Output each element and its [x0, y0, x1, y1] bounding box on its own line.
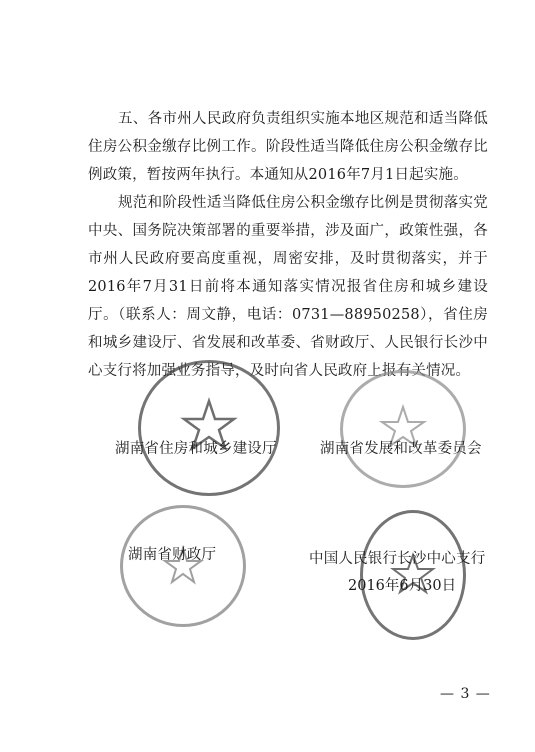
signatory-finance-department: 湖南省财政厅 — [128, 547, 217, 563]
paragraph-1: 五、各市州人民政府负责组织实施本地区规范和适当降低住房公积金缴存比例工作。阶段性适当降低住房公积金缴存比例政策，暂按两年执行。本通知从2016年7月1日起实施。 — [88, 110, 488, 183]
seal-housing-department — [138, 360, 280, 496]
signatory-housing-department: 湖南省住房和城乡建设厅 — [115, 441, 277, 457]
page-number: — 3 — — [440, 686, 491, 702]
signatory-development-reform-commission: 湖南省发展和改革委员会 — [320, 441, 482, 457]
star-icon — [343, 373, 463, 485]
seal-development-reform-commission — [340, 370, 466, 488]
seal-finance-department — [120, 505, 246, 627]
signatory-peoples-bank-changsha: 中国人民银行长沙中心支行 — [309, 551, 486, 567]
paragraph-2: 规范和阶段性适当降低住房公积金缴存比例是贯彻落实党中央、国务院决策部署的重要举措，涉及面广，政策性强，各市州人民政府要高度重视，周密安排，及时贯彻落实，并于2016年7月31日前将本通知落实情况报省住房和城乡建设厅。（联系人：周文静，电话：0731—88950258），省住房和城乡建设厅、省发展和改革委、省财政厅、人民银行长沙中心支行将加强业务指导，及时向省人民政府上报有关情况。 — [88, 194, 488, 379]
document-date: 2016年6月30日 — [348, 578, 457, 594]
star-icon — [141, 363, 277, 493]
star-icon — [123, 508, 243, 624]
